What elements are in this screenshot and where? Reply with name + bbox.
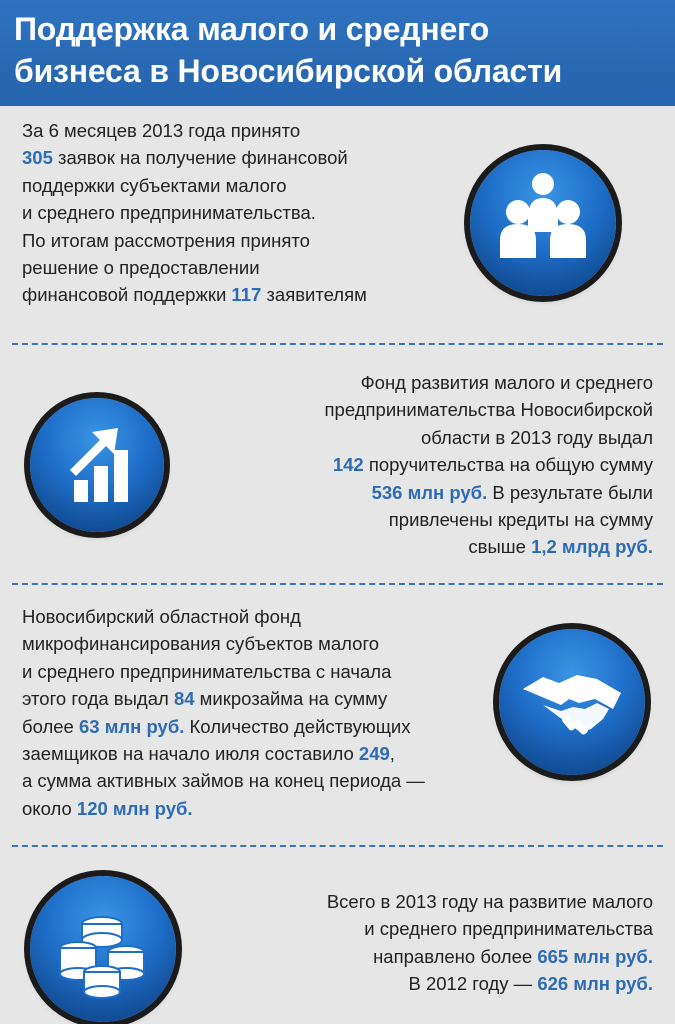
text-fragment: около (22, 797, 77, 819)
text-line (325, 533, 653, 560)
divider (12, 845, 663, 847)
highlight-number: 305 (22, 147, 53, 169)
text-line: привлечены кредиты на сумму (388, 509, 653, 531)
section-guarantee-fund-text (325, 369, 653, 561)
highlight-number: 117 (231, 284, 262, 306)
people-group-icon (470, 150, 616, 296)
text-fragment: более (22, 715, 79, 737)
text-fragment: этого года выдал (22, 688, 174, 710)
text-line: За 6 месяцев 2013 года принято (22, 120, 301, 141)
highlight-number: 142 (332, 454, 364, 476)
divider (12, 343, 663, 345)
text-line (327, 943, 653, 970)
text-fragment: Количество действующих (184, 715, 411, 737)
text-line (22, 281, 367, 308)
coins-stack-icon (30, 876, 176, 1022)
text-line (22, 144, 367, 171)
page-title-line2: бизнеса в Новосибирской области (14, 53, 563, 89)
highlight-number: 84 (173, 688, 195, 710)
text-line (22, 685, 425, 712)
header-banner (0, 0, 675, 106)
text-line: поддержки субъектами малого (22, 174, 287, 196)
text-line: и среднего предпринимательства с начала (22, 660, 392, 682)
text-fragment: финансовой поддержки (22, 284, 232, 306)
text-line (22, 713, 425, 740)
highlight-number: 63 млн руб. (79, 715, 185, 737)
text-line: а сумма активных займов на конец периода — (22, 770, 425, 792)
highlight-number: 249 (358, 743, 390, 765)
handshake-icon (499, 629, 645, 775)
text-fragment: В 2012 году — (408, 973, 538, 995)
text-line (22, 795, 425, 822)
text-line: решение о предоставлении (22, 257, 260, 279)
text-line: Новосибирский областной фонд (22, 606, 301, 627)
highlight-number: 536 млн руб. (371, 481, 488, 503)
text-fragment: поручительства на общую сумму (363, 454, 653, 476)
text-line: предпринимательства Новосибирской (324, 399, 653, 421)
page-title-line1: Поддержка малого и среднего (14, 11, 490, 47)
text-line: и среднего предпринимательства. (22, 202, 316, 224)
text-line (327, 970, 653, 997)
text-line: области в 2013 году выдал (420, 426, 653, 448)
text-line (325, 451, 653, 478)
text-line: Фонд развития малого и среднего (360, 372, 653, 393)
section-total-funding-text (327, 888, 653, 998)
text-line: микрофинансирования субъектов малого (22, 633, 380, 655)
text-fragment: В результате были (487, 481, 653, 503)
divider (12, 583, 663, 585)
text-fragment: заявителям (261, 284, 367, 306)
text-line: и среднего предпринимательства (364, 918, 653, 940)
highlight-number: 665 млн руб. (537, 945, 653, 967)
text-fragment: , (389, 743, 395, 765)
text-fragment: микрозайма на сумму (194, 688, 388, 710)
section-microfinance-text (22, 603, 425, 822)
text-line: Всего в 2013 году на развитие малого (326, 891, 653, 912)
highlight-number: 1,2 млрд руб. (531, 536, 653, 558)
text-fragment: направлено более (373, 945, 538, 967)
text-line (22, 740, 425, 767)
text-fragment: свыше (468, 536, 532, 558)
highlight-number: 626 млн руб. (537, 973, 653, 995)
text-line (325, 479, 653, 506)
highlight-number: 120 млн руб. (76, 797, 193, 819)
growth-chart-icon (30, 398, 164, 532)
text-fragment: заявок на получение финансовой (52, 147, 348, 169)
section-applications-text (22, 117, 367, 309)
text-fragment: заемщиков на начало июля составило (22, 743, 359, 765)
text-line: По итогам рассмотрения принято (22, 229, 310, 251)
